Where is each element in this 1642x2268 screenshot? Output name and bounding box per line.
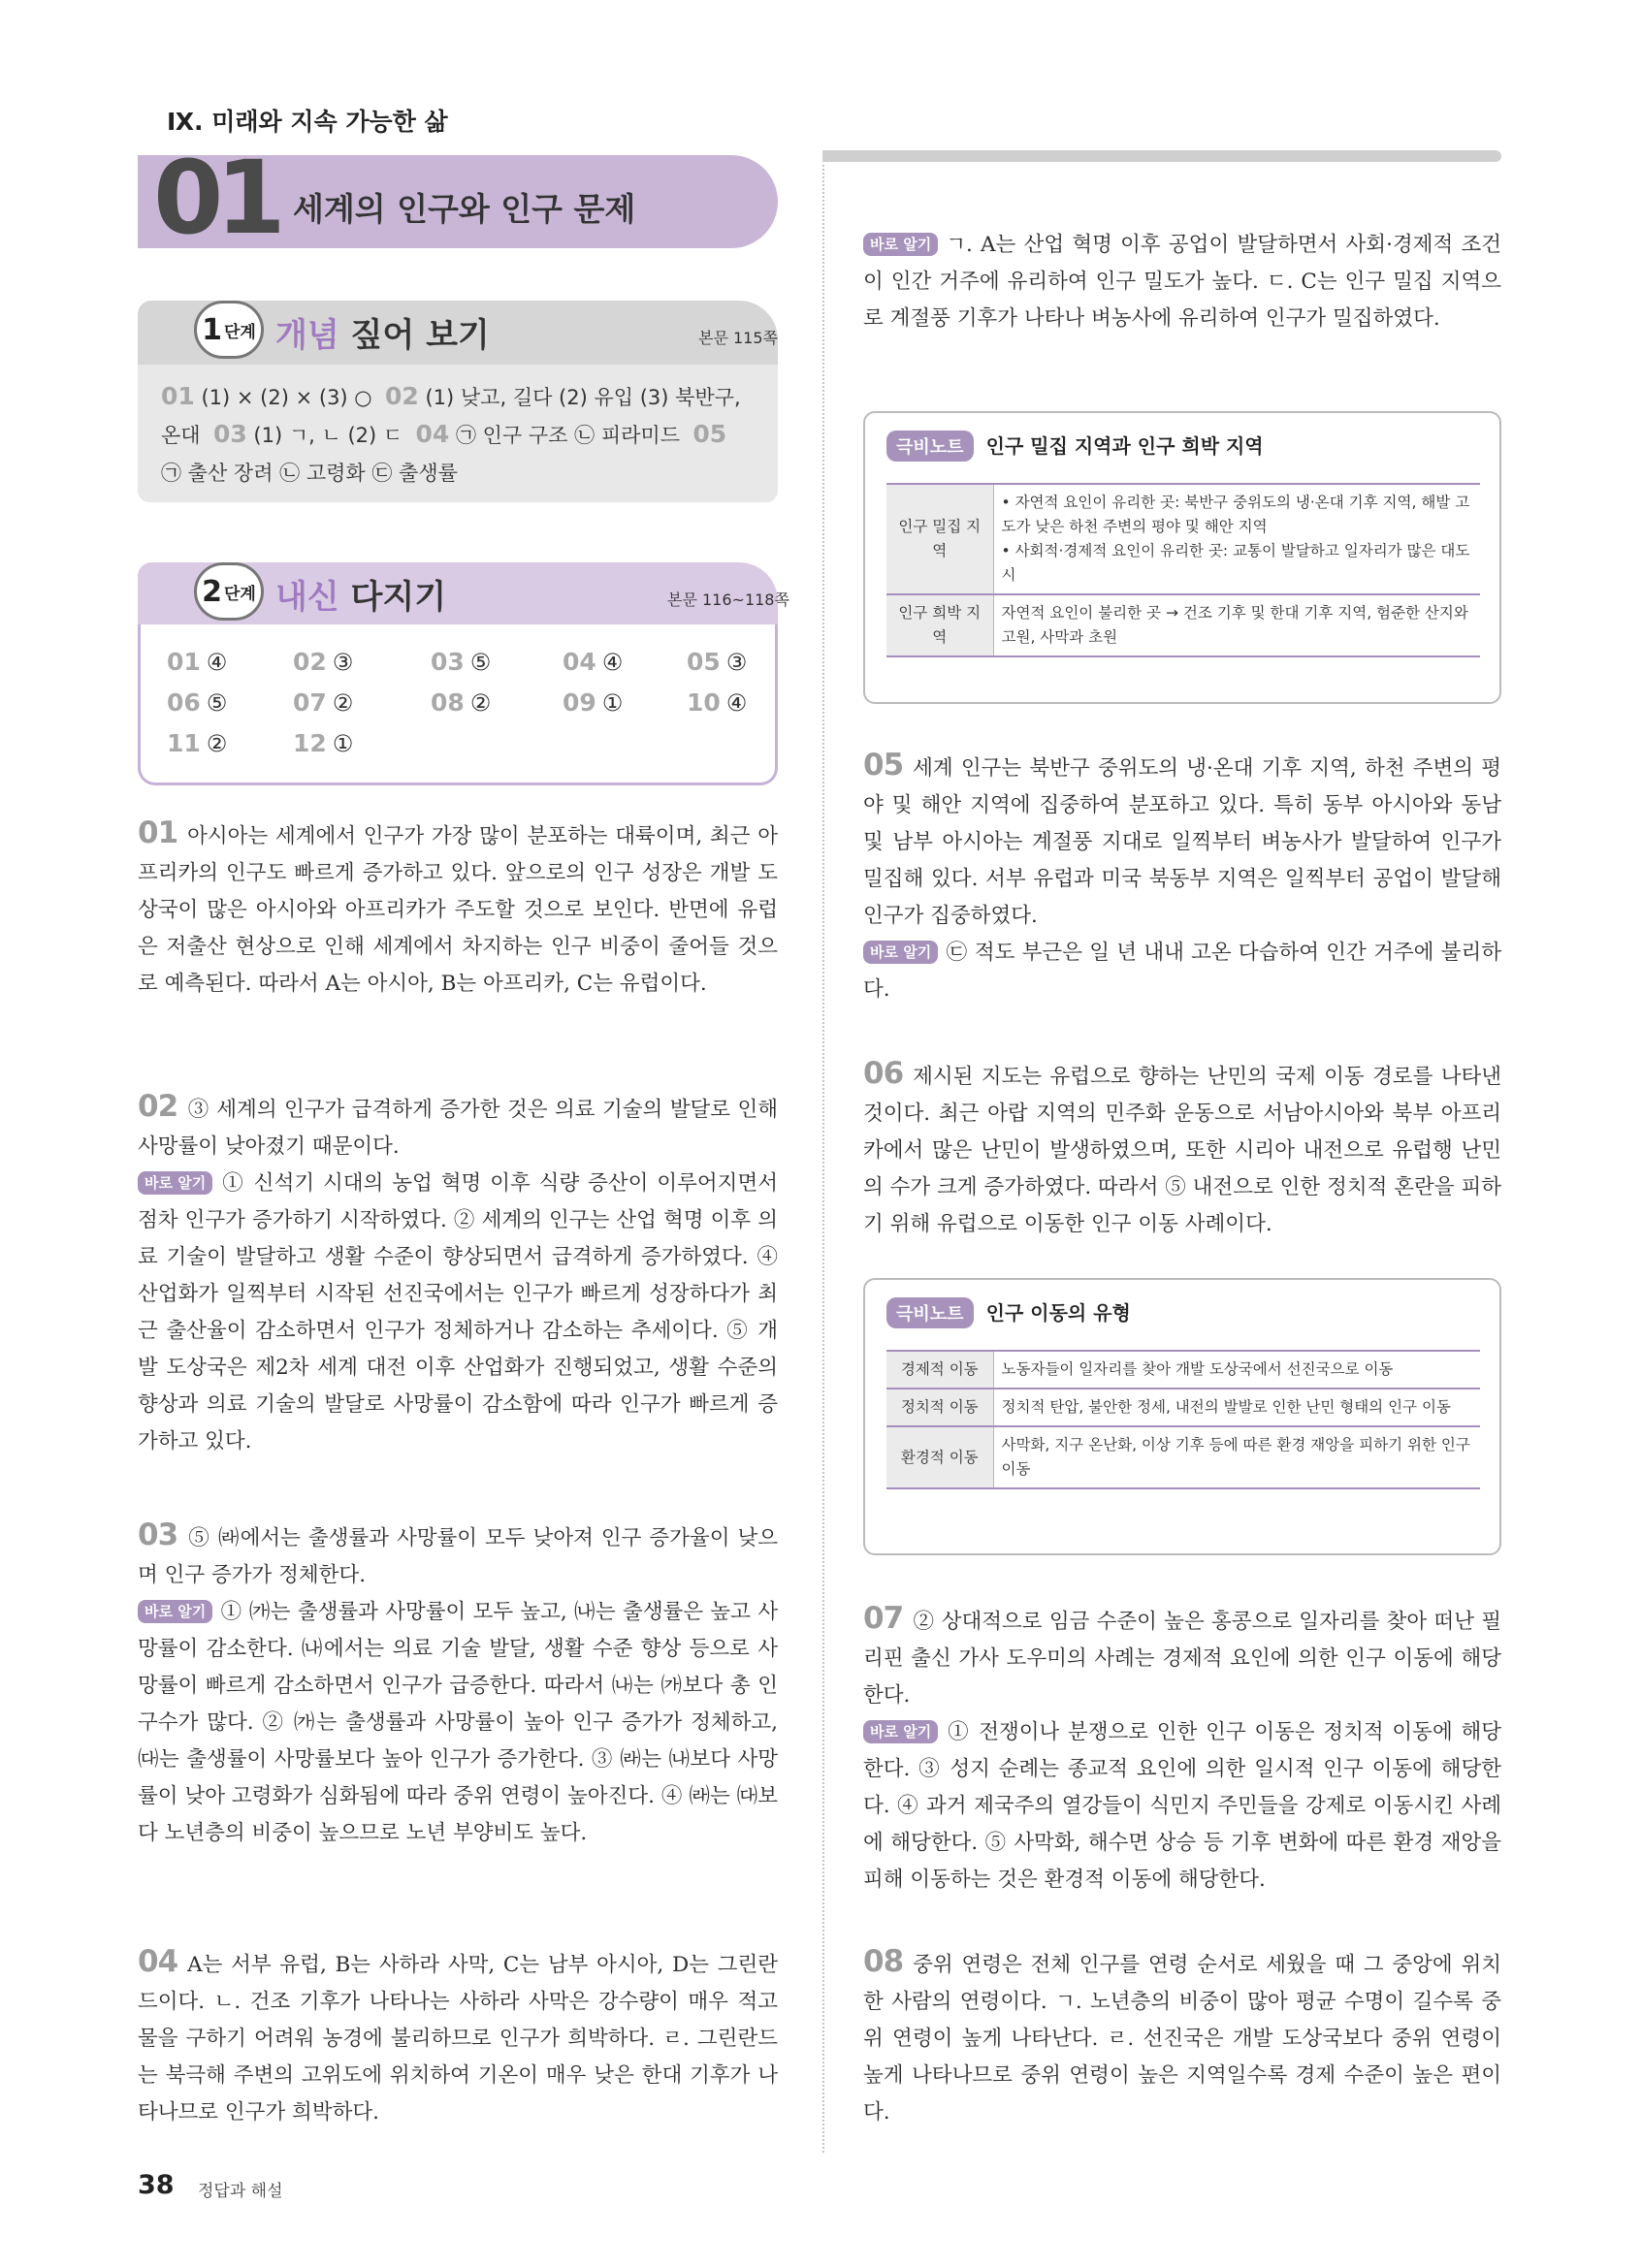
answer-item: 08 ② [431, 688, 492, 717]
explanation-07: 07 ② 상대적으로 임금 수준이 높은 홍콩으로 일자리를 찾아 떠난 필리핀 출신 가사 도우미의 사례는 경제적 요인에 의한 인구 이동에 해당한다. 바로 알기 ① 전쟁이나 분쟁으로 인한 인구 이동은 정치적 이동에 해당한다. ③ 성지 순례는 종교적 요인에 의한 일시적 인구 이동에 해당한다. ④ 과거 제국주의 열강들이 식민지 주민들을 강제로 이동시킨 사례에 해당한다. ⑤ 사막화, 해수면 상승 등 기후 변화에 따른 환경 재앙을 피해 이동하는 것은 환경적 이동에 해당한다. [863, 1601, 1501, 1892]
unit-header: Ⅸ. 미래와 지속 가능한 삶 [167, 108, 448, 136]
step1-line-3: ㉠ 출산 장려 ㉡ 고령화 ㉢ 출생률 [161, 462, 458, 485]
page-label: 정답과 해설 [198, 2182, 283, 2201]
note-tag: 극비노트 [886, 431, 974, 462]
answer-item: 04 ④ [563, 648, 624, 676]
step1-page-ref: 본문 115쪽 [698, 329, 778, 347]
explanation-08: 08 중위 연령은 전체 인구를 연령 순서로 세웠을 때 그 중앙에 위치한 사람의 연령이다. ㄱ. 노년층의 비중이 많아 평균 수명이 길수록 중위 연령이 높게 나타난다. ㄹ. 선진국은 개발 도상국보다 중위 연령이 높게 나타나므로 중위 연령이 높은 지역일수록 경제 수준이 높은 편이다. [863, 1944, 1501, 2124]
quick-check-tag: 바로 알기 [863, 941, 938, 964]
section-title: 세계의 인구와 인구 문제 [293, 190, 636, 228]
step1-line-1: 01 (1) × (2) × (3) ○ 02 (1) 낮고, 길다 (2) 유입 (3) 북반구, [161, 382, 741, 410]
note-title: 인구 밀집 지역과 인구 희박 지역 [985, 434, 1264, 458]
note-title: 인구 이동의 유형 [985, 1301, 1131, 1325]
page-number: 38 [138, 2170, 175, 2200]
section-number: 01 [153, 139, 278, 257]
answer-item: 06 ⑤ [167, 688, 228, 717]
answer-item: 03 ⑤ [431, 648, 492, 676]
step2-title: 내신 다지기 [275, 578, 447, 617]
step1-badge: 1 단계 [194, 301, 264, 359]
answer-item: 05 ③ [687, 648, 748, 676]
step2-page-ref: 본문 116~118쪽 [667, 591, 789, 609]
table-row: 인구 밀집 지역 • 자연적 요인이 유리한 곳: 북반구 중위도의 냉·온대 기후 지역, 해발 고도가 낮은 하천 주변의 평야 및 해안 지역 • 사회적·경제적 요인이 유리한 곳: 교통이 발달하고 일자리가 많은 대도시 [886, 484, 1480, 594]
explanation-05: 05 세계 인구는 북반구 중위도의 냉·온대 기후 지역, 하천 주변의 평야 및 해안 지역에 집중하여 분포하고 있다. 특히 동부 아시아와 동남 및 남부 아시아는 계절풍 지대로 일찍부터 벼농사가 발달하여 인구가 밀집해 있다. 서부 유럽과 미국 북동부 지역은 일찍부터 공업이 발달해 인구가 집중하였다. 바로 알기 ㉢ 적도 부근은 일 년 내내 고온 다습하여 인간 거주에 불리하다. [863, 748, 1501, 1002]
explanation-01-followup: 바로 알기 ㄱ. A는 산업 혁명 이후 공업이 발달하면서 사회·경제적 조건이 인간 거주에 유리하여 인구 밀도가 높다. ㄷ. C는 인구 밀집 지역으로 계절풍 기후가 나타나 벼농사에 유리하여 인구가 밀집하였다. [863, 233, 1501, 331]
answer-item: 09 ① [563, 688, 624, 717]
answer-item: 02 ③ [293, 648, 354, 676]
step2-badge: 2 단계 [194, 562, 264, 621]
table-row: 인구 희박 지역 자연적 요인이 불리한 곳 → 건조 기후 및 한대 기후 지역, 험준한 산지와 고원, 사막과 초원 [886, 594, 1480, 656]
note-box-population-density [863, 411, 1501, 704]
column-divider [822, 165, 824, 2153]
explanation-06: 06 제시된 지도는 유럽으로 향하는 난민의 국제 이동 경로를 나타낸 것이다. 최근 아랍 지역의 민주화 운동으로 서남아시아와 북부 아프리카에서 많은 난민이 발생하였으며, 또한 시리아 내전으로 유럽행 난민의 수가 크게 증가하였다. 따라서 ⑤ 내전으로 인한 정치적 혼란을 피하기 위해 유럽으로 이동한 인구 이동 사례이다. [863, 1056, 1501, 1236]
table-row: 정치적 이동 정치적 탄압, 불안한 정세, 내전의 발발로 인한 난민 형태의 인구 이동 [886, 1389, 1480, 1426]
quick-check-tag: 바로 알기 [863, 233, 938, 256]
quick-check-tag: 바로 알기 [863, 1720, 938, 1743]
table-row: 경제적 이동 노동자들이 일자리를 찾아 개발 도상국에서 선진국으로 이동 [886, 1351, 1480, 1389]
note-tag: 극비노트 [886, 1297, 974, 1328]
table-row: 환경적 이동 사막화, 지구 온난화, 이상 기후 등에 따른 환경 재앙을 피하기 위한 인구 이동 [886, 1426, 1480, 1488]
note-box-migration-types [863, 1278, 1501, 1555]
answer-item: 11 ② [167, 729, 228, 757]
column-top-rule [822, 150, 1501, 162]
note-table [886, 483, 1480, 657]
answer-item: 01 ④ [167, 648, 228, 676]
quick-check-tag: 바로 알기 [138, 1600, 212, 1623]
note-table [886, 1350, 1480, 1489]
step1-line-2: 온대 03 (1) ㄱ, ㄴ (2) ㄷ 04 ㉠ 인구 구조 ㉡ 피라미드 05 [161, 420, 727, 448]
explanation-04: 04 A는 서부 유럽, B는 사하라 사막, C는 남부 아시아, D는 그린란드이다. ㄴ. 건조 기후가 나타나는 사하라 사막은 강수량이 매우 적고 물을 구하기 어려워 농경에 불리하므로 인구가 희박하다. ㄹ. 그린란드는 북극해 주변의 고위도에 위치하여 기온이 매우 낮은 한대 기후가 나타나므로 인구가 희박하다. [138, 1944, 778, 2124]
answer-item: 10 ④ [687, 688, 748, 717]
quick-check-tag: 바로 알기 [138, 1171, 212, 1195]
answer-item: 07 ② [293, 688, 354, 717]
step1-title: 개념 짚어 보기 [275, 316, 490, 355]
explanation-03: 03 ⑤ ㈑에서는 출생률과 사망률이 모두 낮아져 인구 증가율이 낮으며 인구 증가가 정체한다. 바로 알기 ① ㈎는 출생률과 사망률이 모두 높고, ㈏는 출생률은 높고 사망률이 감소한다. ㈏에서는 의료 기술 발달, 생활 수준 향상 등으로 사망률이 빠르게 감소하면서 인구가 급증한다. 따라서 ㈏는 ㈎보다 총 인구수가 많다. ② ㈎는 출생률과 사망률이 높아 인구 증가가 정체하고, ㈐는 출생률이 사망률보다 높아 인구가 증가한다. ③ ㈑는 ㈏보다 사망률이 낮아 고령화가 심화됨에 따라 중위 연령이 높아진다. ④ ㈑는 ㈐보다 노년층의 비중이 높으므로 노년 부양비도 높다. [138, 1517, 778, 1845]
explanation-02: 02 ③ 세계의 인구가 급격하게 증가한 것은 의료 기술의 발달로 인해 사망률이 낮아졌기 때문이다. 바로 알기 ① 신석기 시대의 농업 혁명 이후 식량 증산이 이루어지면서 점차 인구가 증가하기 시작하였다. ② 세계의 인구는 산업 혁명 이후 의료 기술이 발달하고 생활 수준이 향상되면서 급격하게 증가하였다. ④ 산업화가 일찍부터 시작된 선진국에서는 인구가 빠르게 성장하다가 최근 출산율이 감소하면서 인구가 정체하거나 감소하는 추세이다. ⑤ 개발 도상국은 제2차 세계 대전 이후 산업화가 진행되었고, 생활 수준의 향상과 의료 기술의 발달로 사망률이 감소함에 따라 인구가 빠르게 증가하고 있다. [138, 1089, 778, 1453]
explanation-01: 01 아시아는 세계에서 인구가 가장 많이 분포하는 대륙이며, 최근 아프리카의 인구도 빠르게 증가하고 있다. 앞으로의 인구 성장은 개발 도상국이 많은 아시아와 아프리카가 주도할 것으로 보인다. 반면에 유럽은 저출산 현상으로 인해 세계에서 차지하는 인구 비중이 줄어들 것으로 예측된다. 따라서 A는 아시아, B는 아프리카, C는 유럽이다. [138, 815, 778, 996]
answer-item: 12 ① [293, 729, 354, 757]
